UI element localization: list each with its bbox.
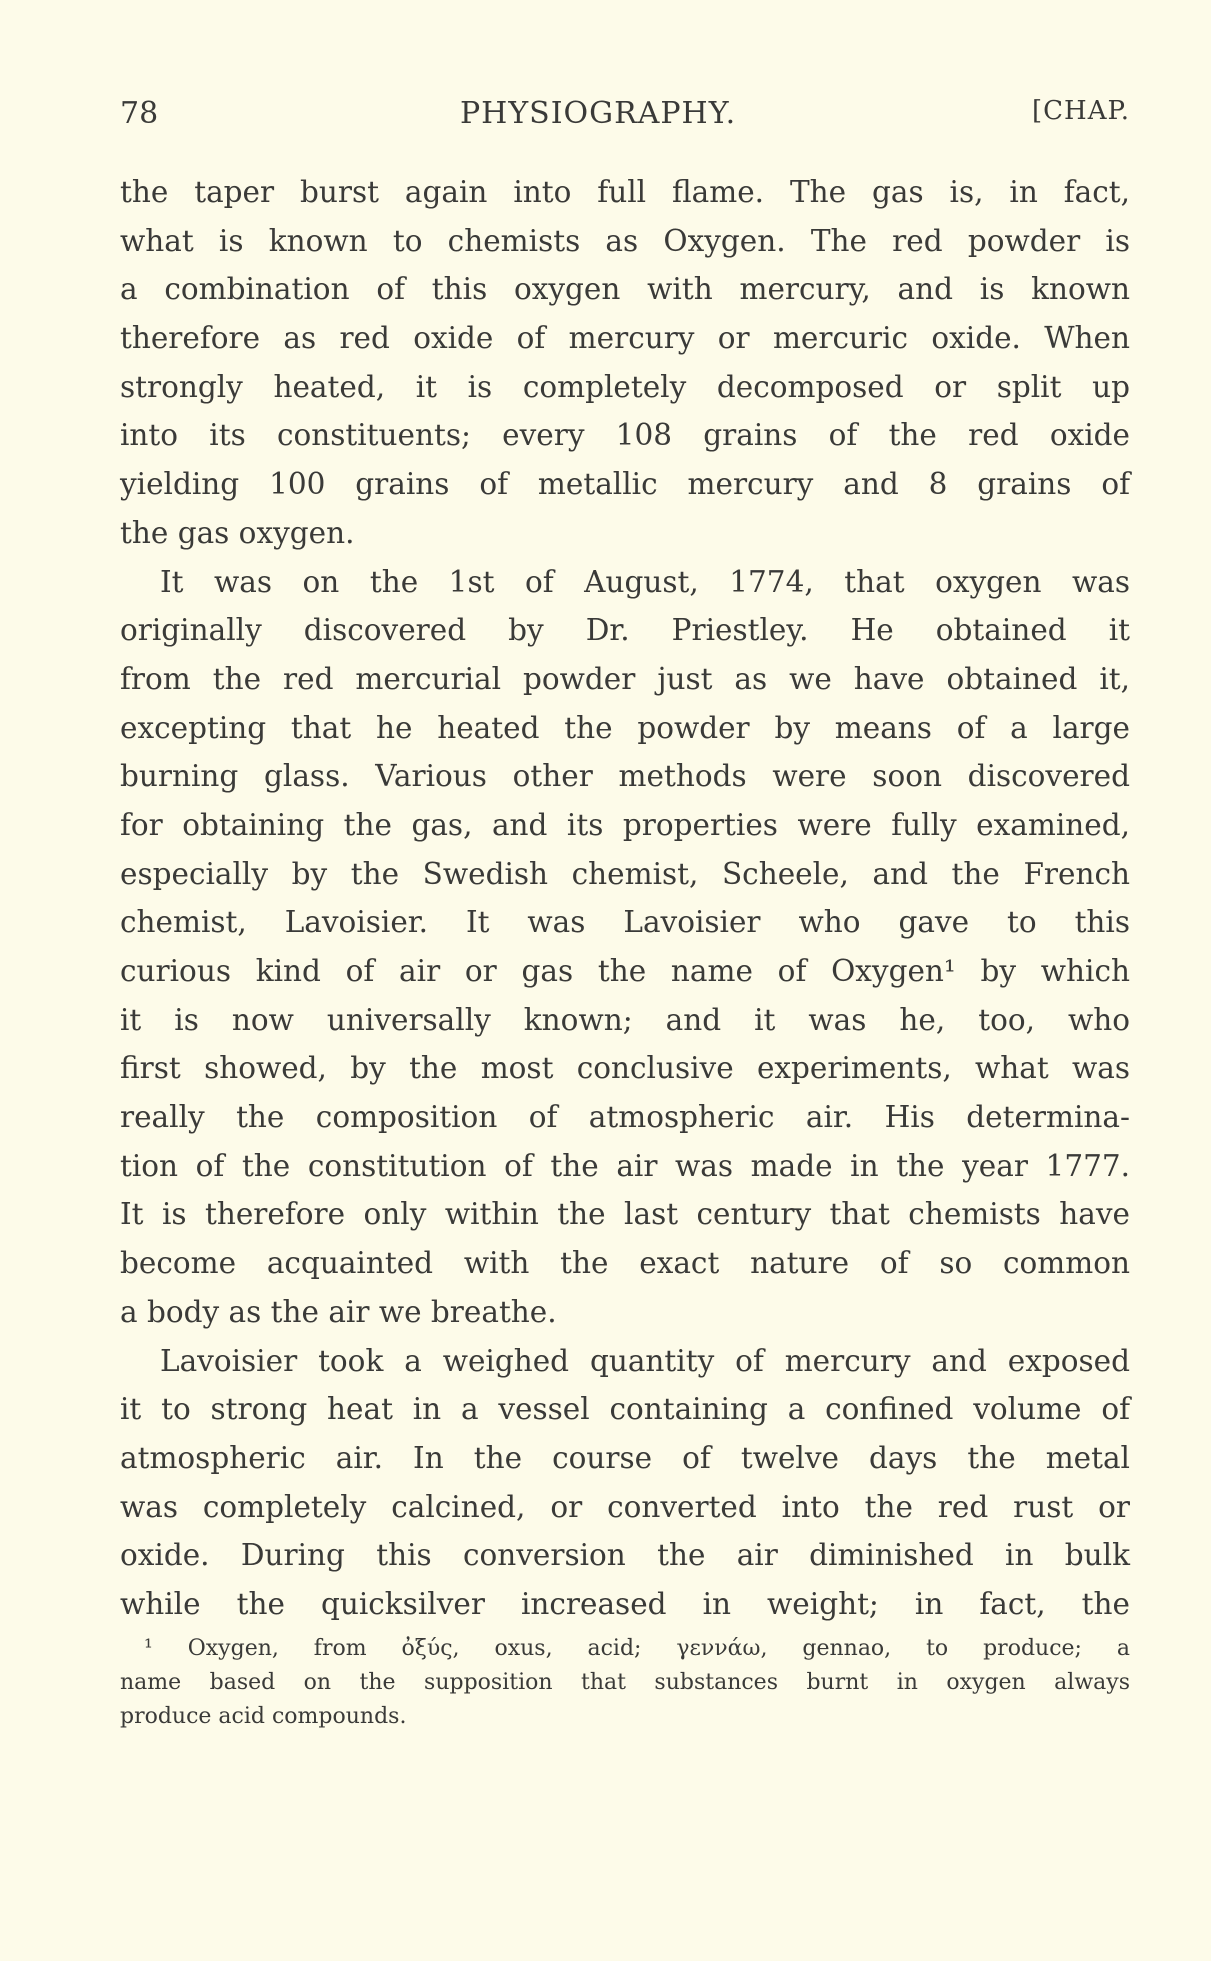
text-line: while the quicksilver increased in weight; in fact, the [120,1586,1130,1621]
text-line: curious kind of air or gas the name of Oxygen¹ by which [120,954,1130,988]
text-line: it is now universally known; and it was he, too, who [120,1002,1130,1037]
chapter-mark: [CHAP. [1032,96,1130,126]
text-line: burning glass. Various other methods were soon discovered [120,759,1130,794]
text-line: for obtaining the gas, and its properties were fully examined, [120,807,1130,842]
page-header [120,96,1130,136]
text-line: yielding 100 grains of metallic mercury and 8 grains of [120,467,1130,502]
text-line: especially by the Swedish chemist, Scheele, and the French [120,856,1130,891]
text-line: excepting that he heated the powder by means of a large [120,710,1130,745]
footnote-line: produce acid compounds. [120,1704,407,1729]
text-line: originally discovered by Dr. Priestley. He obtained it [120,613,1130,648]
text-line: strongly heated, it is completely decomposed or split up [120,369,1130,404]
text-line: first showed, by the most conclusive experiments, what was [120,1051,1130,1086]
text-line: oxide. During this conversion the air diminished in bulk [120,1538,1130,1573]
text-line: Lavoisier took a weighed quantity of mercury and exposed [160,1343,1130,1378]
running-title: PHYSIOGRAPHY. [460,96,737,131]
body-text [120,168,1130,1629]
text-line: from the red mercurial powder just as we have obtained it, [120,661,1130,696]
text-line: chemist, Lavoisier. It was Lavoisier who gave to this [120,905,1130,940]
text-line: atmospheric air. In the course of twelve days the metal [120,1440,1130,1475]
page-number: 78 [120,96,159,131]
text-line: the gas oxygen. [120,515,355,550]
text-line: a combination of this oxygen with mercury, and is known [120,272,1130,307]
footnote-line: ¹ Oxygen, from ὀξύς, oxus, acid; γεννάω, gennao, to produce; a [144,1636,1130,1661]
text-line: what is known to chemists as Oxygen. The red powder is [120,223,1130,258]
text-line: into its constituents; every 108 grains of the red oxide [120,418,1130,453]
text-line: It is therefore only within the last century that chemists have [120,1197,1130,1232]
text-line: was completely calcined, or converted into the red rust or [120,1489,1130,1524]
text-line: become acquainted with the exact nature of so common [120,1246,1130,1281]
text-line: therefore as red oxide of mercury or mercuric oxide. When [120,321,1130,356]
text-line: a body as the air we breathe. [120,1294,557,1329]
text-line: really the composition of atmospheric air. His determina- [120,1100,1130,1135]
footnote [120,1632,1130,1734]
footnote-line: name based on the supposition that substances burnt in oxygen always [120,1670,1130,1695]
text-line: the taper burst again into full flame. The gas is, in fact, [120,175,1130,209]
text-line: It was on the 1st of August, 1774, that oxygen was [160,564,1130,599]
text-line: tion of the constitution of the air was made in the year 1777. [120,1148,1130,1183]
text-line: it to strong heat in a vessel containing a confined volume of [120,1392,1130,1427]
